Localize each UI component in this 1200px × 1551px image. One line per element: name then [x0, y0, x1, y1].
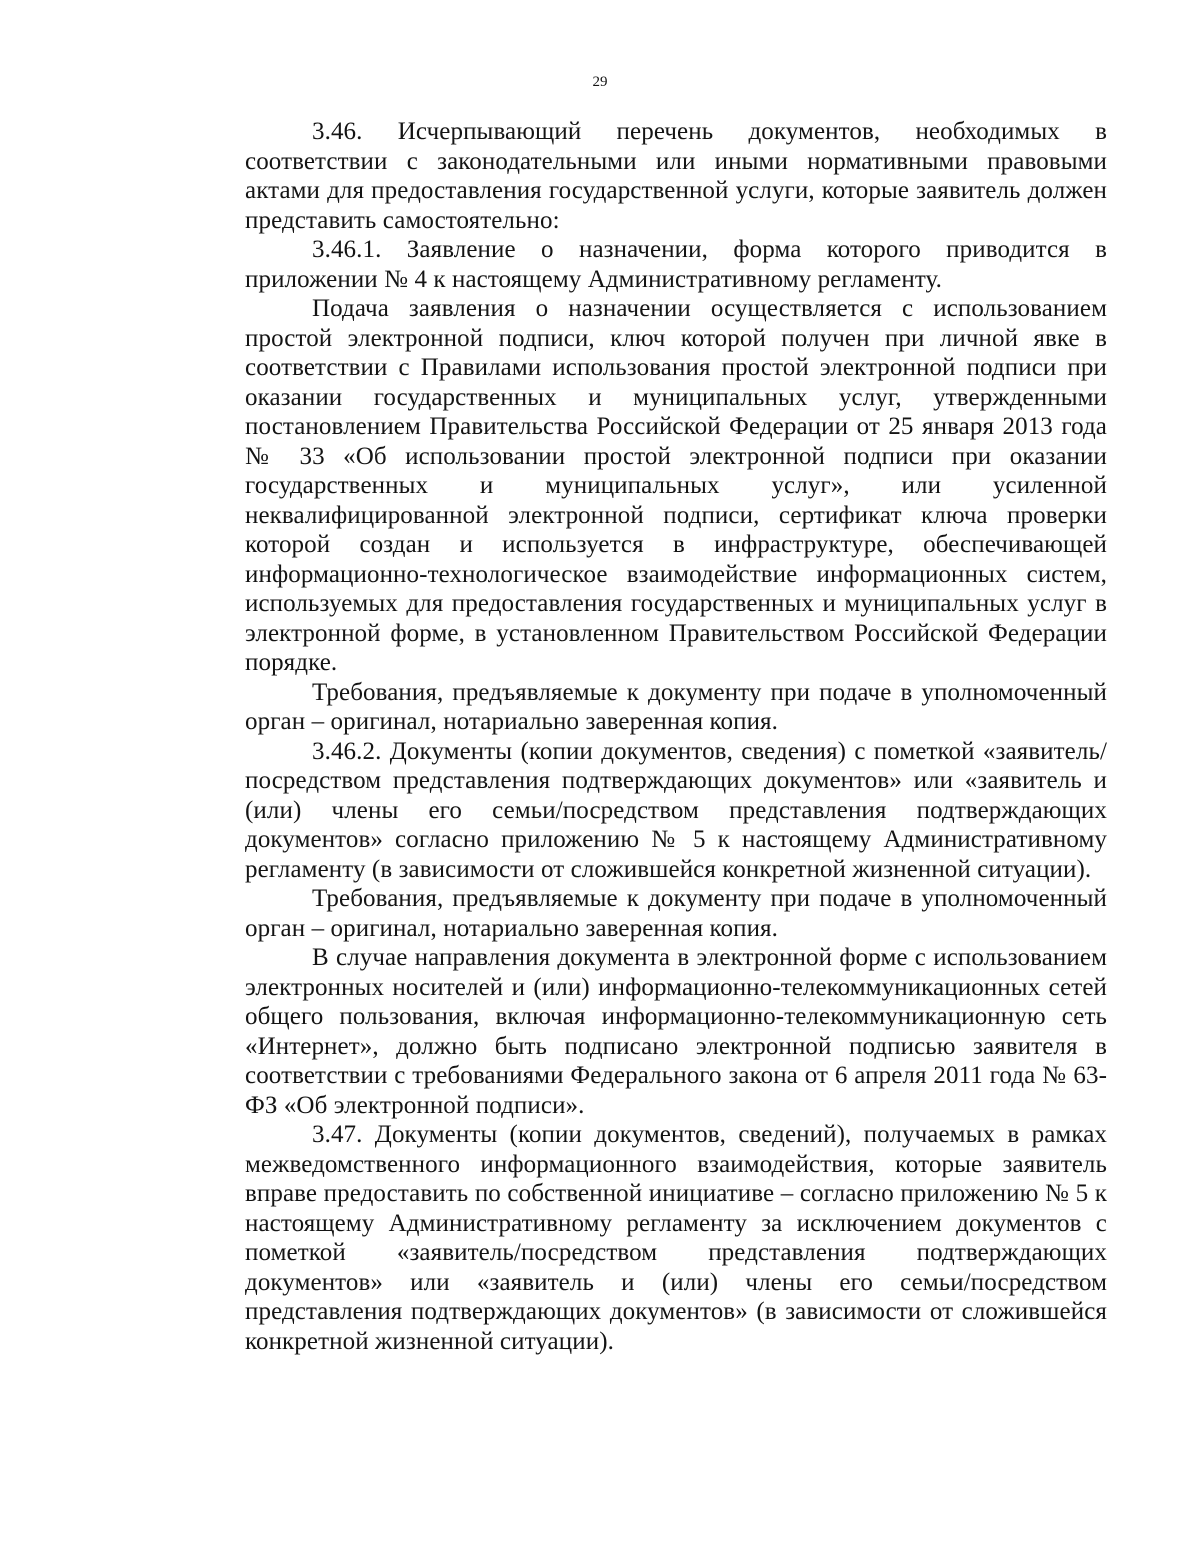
page-number: 29 — [592, 74, 608, 90]
paragraph-electronic-submission: В случае направления документа в электронной форме с использованием электронных носителей и (или) информационно-телекоммуникационных сетей общего пользования, включая информационно-телекоммуникационную сеть «Интернет», должно быть подписано электронной подписью заявителя в соответствии с требованиями Федерального закона от 6 апреля 2011 года № 63-ФЗ «Об электронной подписи». — [245, 944, 1107, 1119]
paragraph-3-46-1: 3.46.1. Заявление о назначении, форма которого приводится в приложении № 4 к настоящему Административному регламенту. — [245, 236, 1107, 293]
paragraph-document-requirements-1: Требования, предъявляемые к документу при подаче в уполномоченный орган – оригинал, нотариально заверенная копия. — [245, 678, 1107, 735]
paragraph-3-46-2: 3.46.2. Документы (копии документов, сведения) с пометкой «заявитель/посредством представления подтверждающих документов» или «заявитель и (или) члены его семьи/посредством представления подтверждающих документов» согласно приложению № 5 к настоящему Административному регламенту (в зависимости от сложившейся конкретной жизненной ситуации). — [245, 737, 1107, 883]
document-body — [245, 117, 1107, 1356]
paragraph-document-requirements-2: Требования, предъявляемые к документу при подаче в уполномоченный орган – оригинал, нотариально заверенная копия. — [245, 885, 1107, 942]
paragraph-electronic-signature: Подача заявления о назначении осуществляется с использованием простой электронной подписи, ключ которой получен при личной явке в соответствии с Правилами использования простой электронной подписи при оказании государственных и муниципальных услуг, утвержденными постановлением Правительства Российской Федерации от 25 января 2013 года № 33 «Об использовании простой электронной подписи при оказании государственных и муниципальных услуг», или усиленной неквалифицированной электронной подписи, сертификат ключа проверки которой создан и используется в инфраструктуре, обеспечивающей информационно-технологическое взаимодействие информационных систем, используемых для предоставления государственных и муниципальных услуг в электронной форме, в установленном Правительством Российской Федерации порядке. — [245, 295, 1107, 676]
paragraph-3-46: 3.46. Исчерпывающий перечень документов, необходимых в соответствии с законодательными или иными нормативными правовыми актами для предоставления государственной услуги, которые заявитель должен представить самостоятельно: — [245, 118, 1107, 234]
paragraph-3-47: 3.47. Документы (копии документов, сведений), получаемых в рамках межведомственного информационного взаимодействия, которые заявитель вправе предоставить по собственной инициативе – согласно приложению № 5 к настоящему Административному регламенту за исключением документов с пометкой «заявитель/посредством представления подтверждающих документов» или «заявитель и (или) члены его семьи/посредством представления подтверждающих документов» (в зависимости от сложившейся конкретной жизненной ситуации). — [245, 1121, 1107, 1355]
